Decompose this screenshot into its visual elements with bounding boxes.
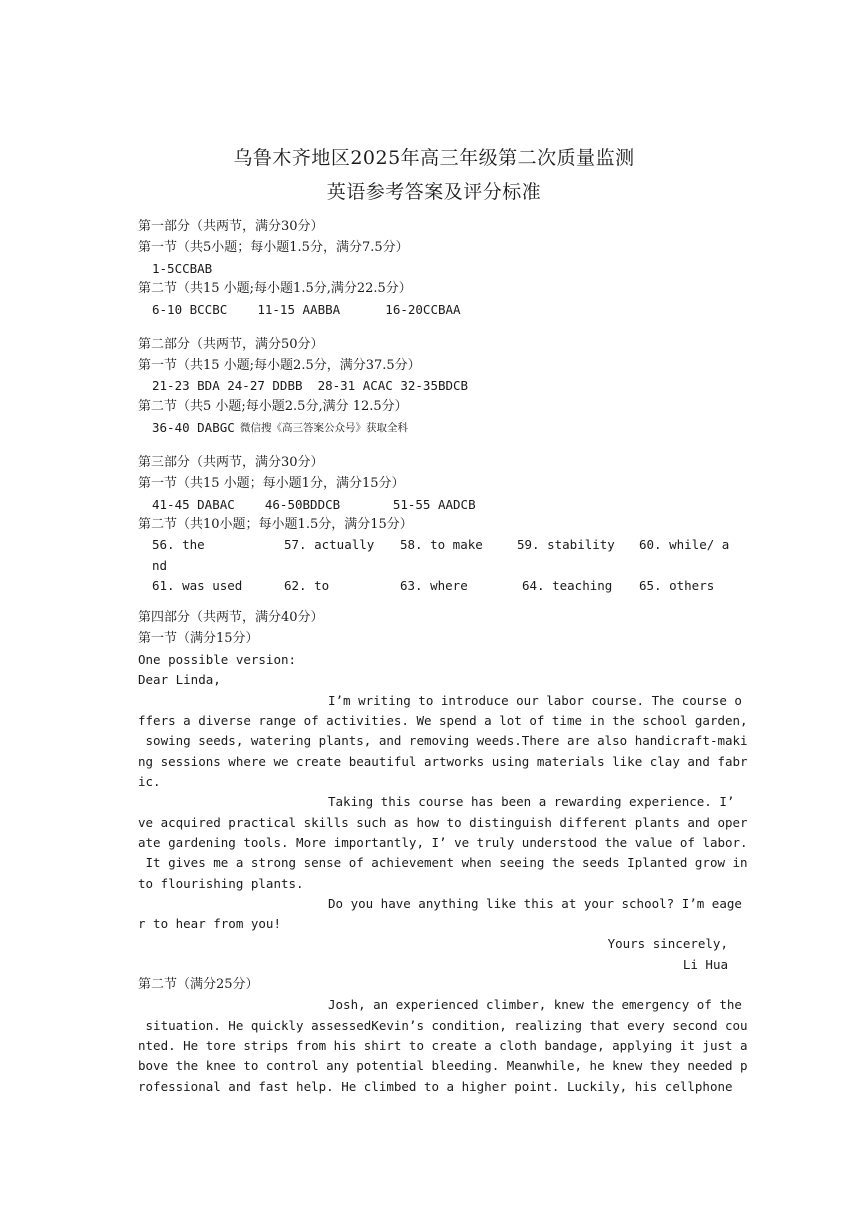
letter-line: ate gardening tools. More importantly, I’ ve truly understood the value of labor. [138,835,748,850]
part1-section2-heading: 第二节（共15 小题;每小题1.5分,满分22.5分） [138,281,412,296]
answer-63: 63. where [400,578,468,593]
part3-section1-answers: 41-45 DABAC 46-50BDDCB 51-55 AADCB [152,497,476,512]
story-line: nted. He tore strips from his shirt to create a cloth bandage, applying it just a [138,1038,748,1053]
document-title: 乌鲁木齐地区2025年高三年级第二次质量监测 [233,147,635,169]
letter-greeting: Dear Linda, [138,672,221,687]
answer-65: 65. others [639,578,715,593]
story-line: rofessional and fast help. He climbed to a higher point. Luckily, his cellphone [138,1079,733,1094]
story-line: situation. He quickly assessedKevin’s condition, realizing that every second cou [138,1018,748,1033]
letter-line: to flourishing plants. [138,876,304,891]
letter-line: It gives me a strong sense of achievement when seeing the seeds Iplanted grow in [138,855,748,870]
letter-line: ic. [138,774,161,789]
letter-line: I’m writing to introduce our labor course. The course o [328,693,742,708]
part1-section1-heading: 第一节（共5小题；每小题1.5分，满分7.5分） [138,240,409,255]
answer-58: 58. to make [400,537,483,552]
part2-section2-answers: 36-40 DABGC [152,420,235,435]
letter-line: ng sessions where we create beautiful artworks using materials like clay and fabr [138,754,748,769]
part2-section2-heading: 第二节（共5 小题;每小题2.5分,满分 12.5分） [138,399,408,414]
story-line: Josh, an experienced climber, knew the emergency of the [328,997,742,1012]
story-line: bove the knee to control any potential bleeding. Meanwhile, he knew they needed p [138,1058,748,1073]
answer-57: 57. actually [284,537,375,552]
answer-60-wrap: nd [152,558,168,573]
letter-line: Taking this course has been a rewarding experience. I’ [328,794,735,809]
part2-section1-answers: 21-23 BDA 24-27 DDBB 28-31 ACAC 32-35BDCB [152,378,469,393]
part1-section1-answers: 1-5CCBAB [152,261,213,276]
part3-heading: 第三部分（共两节，满分30分） [138,455,324,470]
part4-section1-heading: 第一节（满分15分） [138,631,259,646]
letter-line: r to hear from you! [138,916,281,931]
letter-closing: Yours sincerely, [607,936,728,951]
letter-line: ffers a diverse range of activities. We spend a lot of time in the school garden, [138,713,748,728]
answer-61: 61. was used [152,578,243,593]
part3-section1-heading: 第一节（共15 小题；每小题1分，满分15分） [138,476,405,491]
part3-section2-heading: 第二节（共10小题；每小题1.5分，满分15分） [138,517,413,532]
answer-60: 60. while/ a [639,537,730,552]
answer-56: 56. the [152,537,205,552]
letter-line: sowing seeds, watering plants, and removing weeds.There are also handicraft-maki [138,733,748,748]
part2-heading: 第二部分（共两节，满分50分） [138,337,324,352]
part4-section2-heading: 第二节（满分25分） [138,977,259,992]
part1-heading: 第一部分（共两节，满分30分） [138,219,324,234]
part2-section1-heading: 第一节（共15 小题;每小题2.5分，满分37.5分） [138,358,421,373]
answer-62: 62. to [284,578,330,593]
document-subtitle: 英语参考答案及评分标准 [326,181,542,203]
part1-section2-answers: 6-10 BCCBC 11-15 AABBA 16-20CCBAA [152,302,461,317]
letter-line: ve acquired practical skills such as how to distinguish different plants and oper [138,815,748,830]
part4-heading: 第四部分（共两节，满分40分） [138,610,324,625]
answer-64: 64. teaching [522,578,613,593]
letter-line: Do you have anything like this at your school? I’m eage [328,896,742,911]
promo-note: 微信搜《高三答案公众号》获取全科 [240,422,408,434]
letter-signature: Li Hua [682,957,728,972]
sample-version-label: One possible version: [138,652,297,667]
answer-59: 59. stability [517,537,615,552]
